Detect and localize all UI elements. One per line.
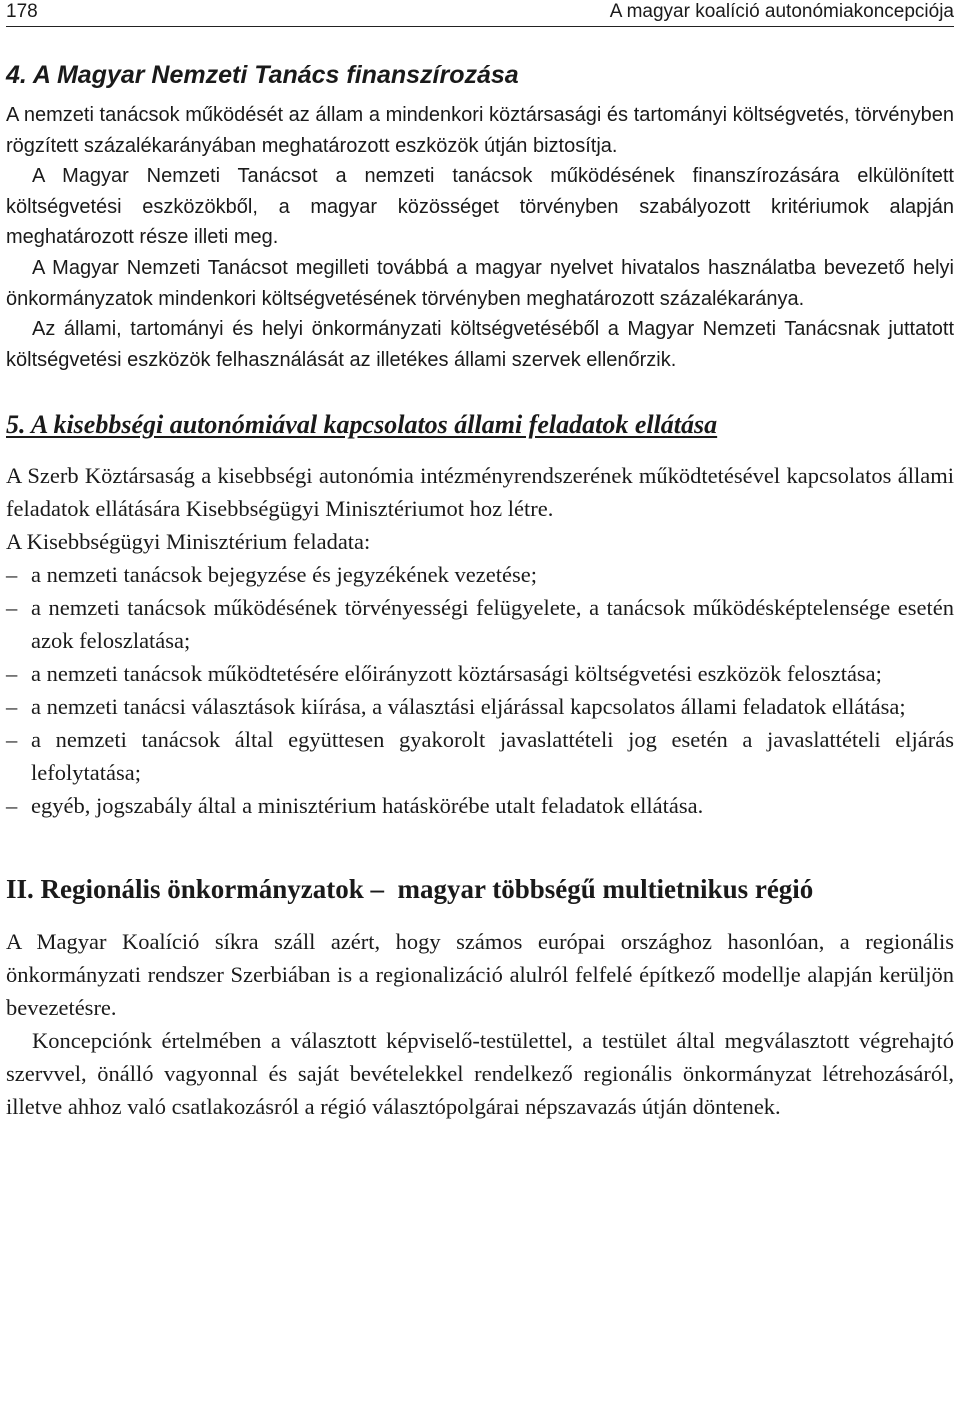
list-item-text: a nemzeti tanácsok által együttesen gyakorolt javaslattételi jog esetén a javaslattételi eljárás lefolytatása;	[31, 727, 954, 786]
list-item	[6, 591, 954, 657]
list-item	[6, 690, 954, 723]
section-5-list-heading: A Kisebbségügyi Minisztérium feladata:	[6, 529, 371, 555]
list-item-text: a nemzeti tanácsok működtetésére előirányzott köztársasági költségvetési eszközök felosztása;	[31, 661, 882, 687]
part-ii-title: II. Regionális önkormányzatok – magyar többségű multietnikus régió	[6, 874, 814, 905]
part-ii-paragraph-2: Koncepciónk értelmében a választott képviselő-testülettel, a testület által megválasztott végrehajtó szervvel, önálló vagyonnal és saját bevételekkel rendelkező regionális önkormányzat létrehozásáról, illetve ahhoz való csatlakozásról a régió választópolgárai népszavazás útján döntenek.	[6, 1028, 954, 1120]
page-number: 178	[6, 1, 38, 22]
part-ii-paragraph-1: A Magyar Koalíció síkra száll azért, hogy számos európai országhoz hasonlóan, a regionális önkormányzati rendszer Szerbiában is a regionalizáció alulról felfelé építkező modellje alapján kerüljön bevezetésre.	[6, 929, 954, 1021]
section-4-paragraph-3: A Magyar Nemzeti Tanácsot megilleti továbbá a magyar nyelvet hivatalos használatba bevezető helyi önkormányzatok mindenkori költségvetésének törvényben meghatározott százalékaránya.	[6, 256, 954, 310]
section-5-title: 5. A kisebbségi autonómiával kapcsolatos állami feladatok ellátása	[6, 410, 718, 440]
list-item-text: a nemzeti tanácsi választások kiírása, a választási eljárással kapcsolatos állami feladatok ellátása;	[31, 694, 906, 720]
ministry-task-list	[6, 558, 954, 822]
list-item	[6, 657, 954, 690]
running-header	[6, 0, 954, 27]
dash-marker: –	[6, 694, 18, 720]
list-item-text: egyéb, jogszabály által a minisztérium hatáskörébe utalt feladatok ellátása.	[31, 793, 704, 819]
dash-marker: –	[6, 727, 18, 753]
section-4-paragraph-2: A Magyar Nemzeti Tanácsot a nemzeti tanácsok működésének finanszírozására elkülönített költségvetési eszközökből, a magyar közösséget törvényben szabályozott kritériumok alapján meghatározott része illeti meg.	[6, 165, 954, 249]
section-4-paragraph-1: A nemzeti tanácsok működését az állam a mindenkori köztársasági és tartományi költségvetés, törvényben rögzített százalékarányában meghatározott eszközök útján biztosítja.	[6, 104, 954, 157]
dash-marker: –	[6, 661, 18, 687]
list-item	[6, 789, 954, 822]
dash-marker: –	[6, 562, 18, 588]
list-item	[6, 558, 954, 591]
section-4-title: 4. A Magyar Nemzeti Tanács finanszírozása	[6, 61, 519, 89]
running-title: A magyar koalíció autonómiakoncepciója	[609, 1, 954, 22]
dash-marker: –	[6, 793, 18, 819]
section-4-body	[6, 100, 954, 375]
section-4-paragraph-4: Az állami, tartományi és helyi önkormányzati költségvetéséből a Magyar Nemzeti Tanácsnak juttatott költségvetési eszközök felhasználását az illetékes állami szervek ellenőrzik.	[6, 318, 954, 371]
list-item-text: a nemzeti tanácsok bejegyzése és jegyzékének vezetése;	[31, 562, 537, 588]
dash-marker: –	[6, 595, 18, 621]
part-ii-body	[6, 925, 954, 1123]
list-item	[6, 723, 954, 789]
section-5-body	[6, 459, 954, 822]
list-item-text: a nemzeti tanácsok működésének törvényességi felügyelete, a tanácsok működésképtelensége esetén azok feloszlatása;	[31, 595, 954, 654]
section-5-intro: A Szerb Köztársaság a kisebbségi autonómia intézményrendszerének működtetésével kapcsolatos állami feladatok ellátására Kisebbségügyi Minisztériumot hoz létre.	[6, 463, 954, 522]
